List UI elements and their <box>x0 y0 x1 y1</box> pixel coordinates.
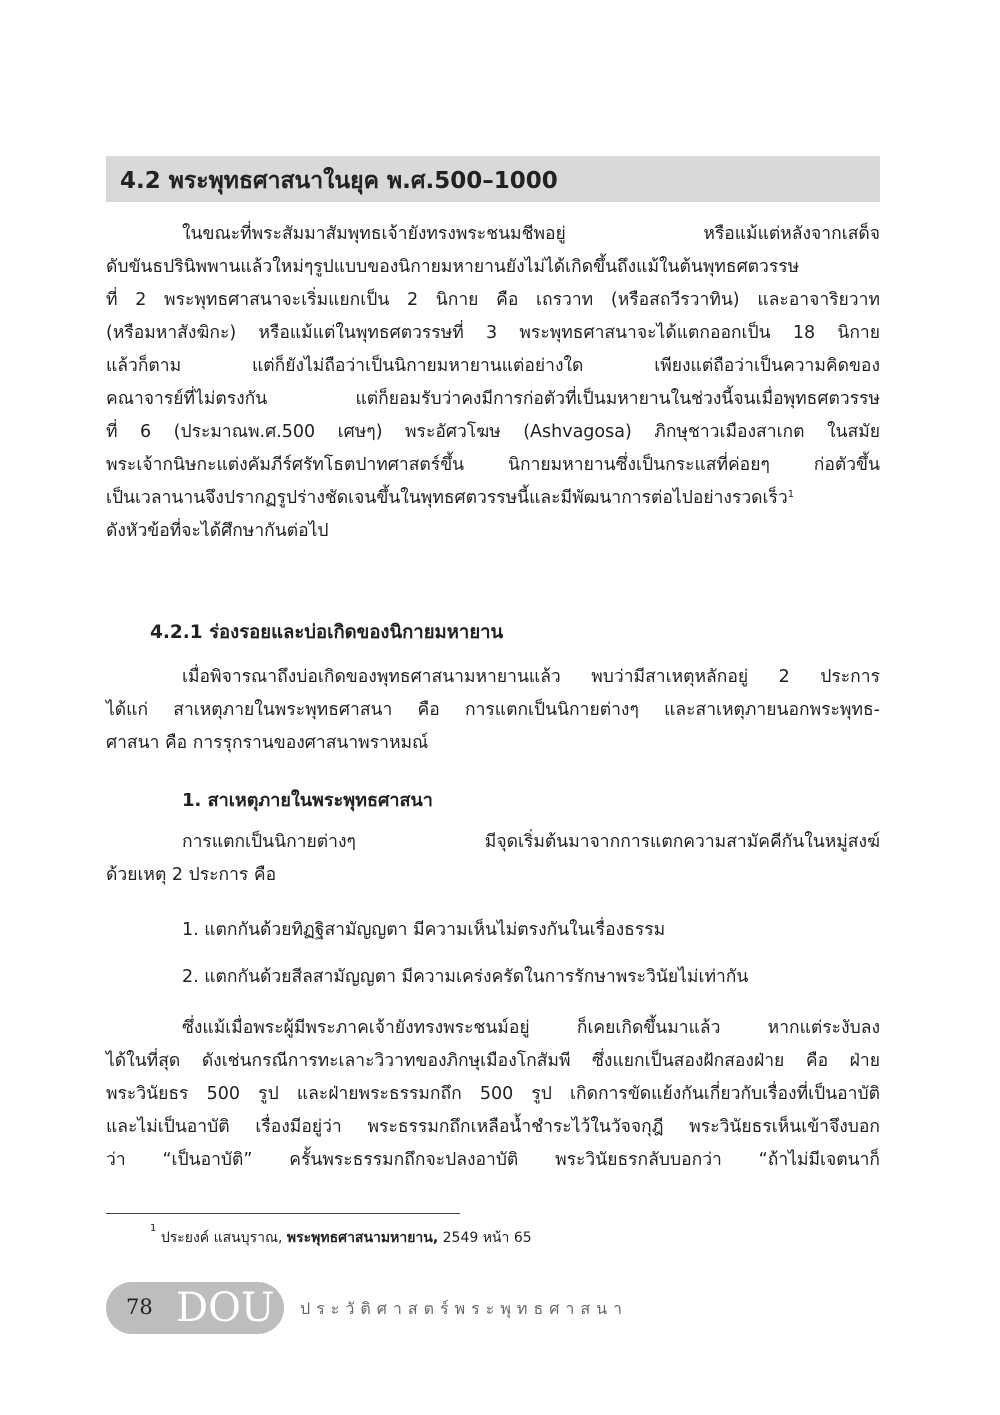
footnote-mark: 1 <box>150 1223 157 1234</box>
intro-line: ที่ 2 พระพุทธศาสนาจะเริ่มแยกเป็น 2 นิกาย คือ เถรวาท (หรือสถวีรวาทิน) และอาจาริยวาท <box>106 290 880 310</box>
continuation-line: ซึ่งแม้เมื่อพระผู้มีพระภาคเจ้ายังทรงพระชนม์อยู่ ก็เคยเกิดขึ้นมาแล้ว หากแต่ระงับลง <box>182 1018 880 1038</box>
section-heading-bar <box>106 156 880 202</box>
intro-line: (หรือมหาสังฆิกะ) หรือแม้แต่ในพุทธศตวรรษที่ 3 พระพุทธศาสนาจะได้แตกออกเป็น 18 นิกาย <box>106 323 880 343</box>
footnote-reference[interactable]: 1 <box>787 489 795 500</box>
footnote-book-title: พระพุทธศาสนามหายาน, <box>286 1230 439 1246</box>
continuation-line: ได้ในที่สุด ดังเช่นกรณีการทะเลาะวิวาทของภิกษุเมืองโกสัมพี ซึ่งแยกเป็นสองฝักสองฝ่าย คือ ฝ่าย <box>106 1051 880 1071</box>
intro-line: ดังหัวข้อที่จะได้ศึกษากันต่อไป <box>106 521 329 541</box>
continuation-line: และไม่เป็นอาบัติ เรื่องมีอยู่ว่า พระธรรมกถึกเหลือน้ำชำระไว้ในวัจจกุฎี พระวินัยธรเห็นเข้าจึงบอก <box>106 1117 880 1137</box>
dou-logo: DOU <box>176 1285 275 1331</box>
subsection-line: เมื่อพิจารณาถึงบ่อเกิดของพุทธศาสนามหายานแล้ว พบว่ามีสาเหตุหลักอยู่ 2 ประการ <box>182 667 880 687</box>
list-item: 2. แตกกันด้วยสีลสามัญญตา มีความเคร่งครัดในการรักษาพระวินัยไม่เท่ากัน <box>182 967 749 987</box>
list-item: 1. แตกกันด้วยทิฏฐิสามัญญตา มีความเห็นไม่ตรงกันในเรื่องธรรม <box>182 920 666 940</box>
subsection-line: ศาสนา คือ การรุกรานของศาสนาพราหมณ์ <box>106 733 429 753</box>
intro-line-text: เป็นเวลานานจึงปรากฏรูปร่างชัดเจนขึ้นในพุทธศตวรรษนี้และมีพัฒนาการต่อไปอย่างรวดเร็ว <box>106 488 788 508</box>
continuation-line: ว่า “เป็นอาบัติ” ครั้นพระธรรมกถึกจะปลงอาบัติ พระวินัยธรกลับบอกว่า “ถ้าไม่มีเจตนาก็ <box>106 1150 880 1170</box>
intro-paragraph <box>106 218 880 548</box>
subsection-paragraph <box>106 661 880 760</box>
intro-line: แล้วก็ตาม แต่ก็ยังไม่ถือว่าเป็นนิกายมหายานแต่อย่างใด เพียงแต่ถือว่าเป็นความคิดของ <box>106 356 880 376</box>
intro-line: ดับขันธปรินิพพานแล้วใหม่ๆรูปแบบของนิกายมหายานยังไม่ได้เกิดขึ้นถึงแม้ในต้นพุทธศตวรรษ <box>106 257 800 277</box>
intro-line: ที่ 6 (ประมาณพ.ศ.500 เศษๆ) พระอัศวโฆษ (Ashvagosa) ภิกษุชาวเมืองสาเกต ในสมัย <box>106 422 880 442</box>
continuation-line: พระวินัยธร 500 รูป และฝ่ายพระธรรมกถึก 500 รูป เกิดการขัดแย้งกันเกี่ยวกับเรื่องที่เป็นอาบัติ <box>106 1084 880 1104</box>
footnote <box>150 1223 532 1249</box>
footnote-author: ประยงค์ แสนบุราณ, <box>160 1230 283 1246</box>
subsection-line: ได้แก่ สาเหตุภายในพระพุทธศาสนา คือ การแตกเป็นนิกายต่างๆ และสาเหตุภายนอกพระพุทธ- <box>106 700 880 720</box>
footer-badge <box>106 1282 284 1334</box>
footnote-detail: 2549 หน้า 65 <box>442 1230 532 1246</box>
cause1-line: ด้วยเหตุ 2 ประการ คือ <box>106 865 277 885</box>
intro-line: ในขณะที่พระสัมมาสัมพุทธเจ้ายังทรงพระชนมชีพอยู่ หรือแม้แต่หลังจากเสด็จ <box>182 224 880 244</box>
cause1-paragraph <box>106 826 880 892</box>
page-number: 78 <box>126 1295 153 1319</box>
subsection-title: 4.2.1 ร่องรอยและบ่อเกิดของนิกายมหายาน <box>150 622 504 643</box>
running-title: ประวัติศาสตร์พระพุทธศาสนา <box>300 1299 629 1318</box>
continuation-paragraph <box>106 1012 880 1177</box>
intro-line: พระเจ้ากนิษกะแต่งคัมภีร์ศรัทโธตปาทศาสตร์ขึ้น นิกายมหายานซึ่งเป็นกระแสที่ค่อยๆ ก่อตัวขึ้น <box>106 455 880 475</box>
intro-line: คณาจารย์ที่ไม่ตรงกัน แต่ก็ยอมรับว่าคงมีการก่อตัวที่เป็นมหายานในช่วงนี้จนเมื่อพุทธศตวรรษ <box>106 389 880 409</box>
section-title: 4.2 พระพุทธศาสนาในยุค พ.ศ.500–1000 <box>120 168 558 194</box>
cause1-line: การแตกเป็นนิกายต่างๆ มีจุดเริ่มต้นมาจากการแตกความสามัคคีกันในหมู่สงฆ์ <box>182 832 880 852</box>
intro-line <box>106 482 880 515</box>
cause1-title: 1. สาเหตุภายในพระพุทธศาสนา <box>182 790 433 811</box>
footnote-divider <box>106 1213 460 1214</box>
